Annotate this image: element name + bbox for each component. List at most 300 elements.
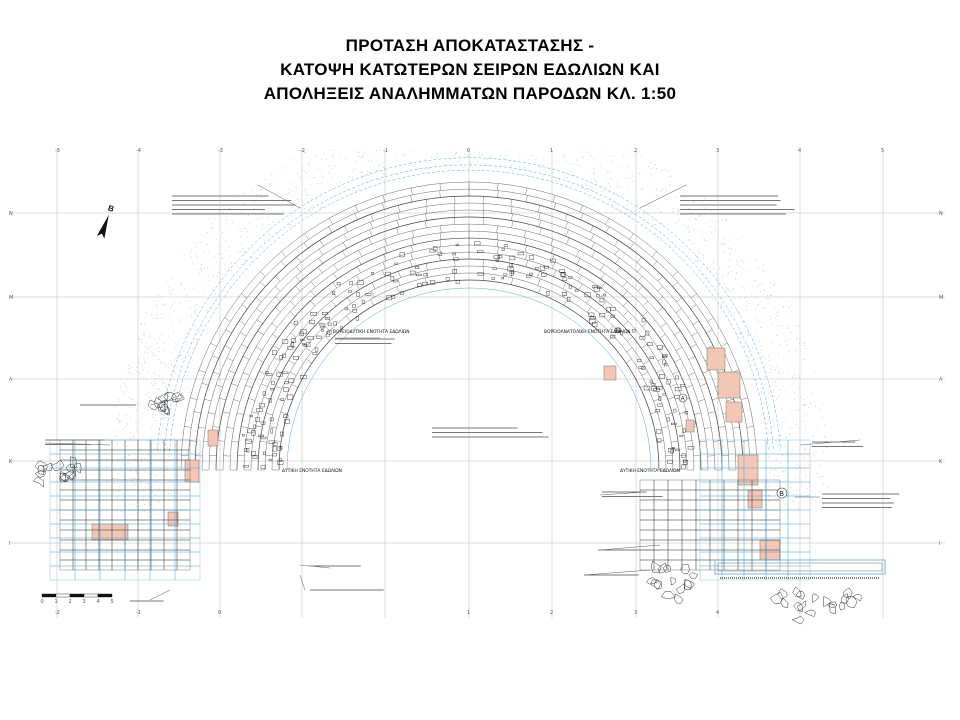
scale-bar-label: 4: [96, 599, 100, 605]
ruin-block: [585, 293, 591, 297]
seat-block-joint: [190, 398, 197, 400]
stipple-dot: [149, 336, 150, 337]
stipple-dot: [282, 166, 283, 167]
grid-column-label-bottom: -2: [55, 610, 60, 616]
seat-block-joint: [385, 239, 387, 246]
stipple-dot: [641, 188, 642, 189]
stipple-dot: [766, 358, 767, 359]
grid-column-label-top: 1: [550, 148, 554, 154]
seat-block-joint: [673, 282, 678, 287]
stipple-dot: [332, 178, 333, 179]
west-wing-block: [125, 460, 138, 470]
stipple-dot: [176, 358, 177, 359]
stipple-dot: [163, 418, 164, 419]
stipple-dot: [714, 268, 715, 269]
stipple-dot: [189, 355, 190, 356]
ruin-block: [682, 454, 686, 458]
stipple-dot: [328, 172, 329, 173]
seat-block-joint: [675, 331, 681, 335]
stipple-dot: [156, 481, 157, 482]
stipple-dot: [651, 174, 652, 175]
seat-block-joint: [225, 318, 231, 322]
seat-block-joint: [246, 441, 253, 442]
west-wing-block: [86, 540, 99, 550]
west-wing-block: [60, 440, 73, 450]
west-wing-block: [99, 450, 112, 460]
stipple-dot: [166, 417, 167, 418]
stipple-dot: [135, 478, 136, 479]
seat-block-joint: [563, 291, 566, 297]
stipple-dot: [693, 202, 694, 203]
stipple-dot: [770, 372, 771, 373]
stipple-dot: [152, 417, 153, 418]
seat-block-joint: [275, 370, 281, 373]
west-wing-block: [125, 450, 138, 460]
stipple-dot: [216, 262, 217, 263]
ruin-block: [332, 291, 335, 294]
seat-block-joint: [411, 245, 413, 252]
seat-block-joint: [273, 346, 279, 350]
stipple-dot: [136, 429, 137, 430]
seat-block-joint: [397, 287, 400, 294]
stipple-dot: [741, 260, 742, 261]
stipple-dot: [162, 476, 163, 477]
seat-block-joint: [275, 297, 280, 302]
ruin-block: [644, 386, 650, 390]
stipple-dot: [799, 343, 800, 344]
stipple-dot: [268, 234, 269, 235]
seat-block-joint: [256, 308, 262, 312]
stipple-dot: [225, 240, 226, 241]
stipple-dot: [506, 150, 507, 151]
stipple-dot: [163, 382, 164, 383]
west-wing-survey-cell: [175, 510, 200, 524]
east-wing-survey-cell: [788, 552, 810, 566]
seat-block-joint: [727, 399, 734, 401]
stipple-dot: [688, 208, 689, 209]
seat-block-joint: [627, 348, 633, 352]
stipple-dot: [321, 183, 322, 184]
seat-block-joint: [256, 347, 262, 351]
seat-block-joint: [706, 330, 712, 334]
east-wing-block: [640, 500, 654, 510]
seat-block-joint: [210, 343, 216, 346]
stipple-dot: [799, 466, 800, 467]
stipple-dot: [225, 249, 226, 250]
stipple-dot: [153, 318, 154, 319]
stipple-dot: [282, 211, 283, 212]
leader-line: [800, 440, 860, 445]
stipple-dot: [814, 500, 815, 501]
stipple-dot: [579, 152, 580, 153]
stipple-dot: [141, 342, 142, 343]
stipple-dot: [692, 243, 693, 244]
stipple-dot: [543, 159, 544, 160]
stipple-dot: [193, 349, 194, 350]
stipple-dot: [163, 439, 164, 440]
stipple-dot: [455, 154, 456, 155]
stipple-dot: [124, 382, 125, 383]
stipple-dot: [280, 169, 281, 170]
stipple-dot: [155, 476, 156, 477]
east-wing-block: [696, 540, 710, 550]
stipple-dot: [683, 197, 684, 198]
stipple-dot: [198, 269, 199, 270]
stipple-dot: [166, 469, 167, 470]
stipple-dot: [791, 398, 792, 399]
seat-block-joint: [257, 359, 263, 362]
stipple-dot: [167, 448, 168, 449]
stipple-dot: [621, 196, 622, 197]
stipple-dot: [587, 191, 588, 192]
stipple-dot: [195, 254, 196, 255]
stipple-dot: [188, 300, 189, 301]
rubble-stone: [796, 592, 804, 600]
stipple-dot: [790, 385, 791, 386]
north-arrow-label: Β: [106, 203, 116, 214]
stipple-dot: [791, 312, 792, 313]
stipple-dot: [154, 339, 155, 340]
stipple-dot: [506, 159, 507, 160]
ruin-block: [315, 348, 318, 351]
stipple-dot: [819, 465, 820, 466]
stipple-dot: [758, 321, 759, 322]
stipple-dot: [755, 296, 756, 297]
west-wing-survey-cell: [150, 496, 175, 510]
stipple-dot: [142, 435, 143, 436]
stipple-dot: [794, 392, 795, 393]
stipple-dot: [722, 277, 723, 278]
rubble-stone: [805, 610, 816, 616]
stipple-dot: [524, 173, 525, 174]
seat-block-joint: [318, 267, 322, 273]
seat-block-joint: [281, 261, 286, 266]
rubble-stone: [671, 578, 677, 586]
stipple-dot: [729, 248, 730, 249]
stipple-dot: [720, 304, 721, 305]
east-wing-block: [696, 520, 710, 530]
title-line-2: ΚΑΤΟΨΗ ΚΑΤΩΤΕΡΩΝ ΣΕΙΡΩΝ ΕΔΩΛΙΩΝ ΚΑΙ: [280, 60, 660, 79]
stipple-dot: [141, 339, 142, 340]
stipple-dot: [411, 165, 412, 166]
stipple-dot: [737, 311, 738, 312]
stipple-dot: [172, 416, 173, 417]
seat-block-joint: [733, 427, 740, 428]
seat-block-joint: [565, 222, 568, 229]
stipple-dot: [177, 288, 178, 289]
stipple-dot: [669, 184, 670, 185]
stipple-dot: [222, 281, 223, 282]
stipple-dot: [403, 154, 404, 155]
stipple-dot: [195, 246, 196, 247]
stipple-dot: [749, 358, 750, 359]
stipple-dot: [687, 256, 688, 257]
stipple-dot: [794, 380, 795, 381]
title-line-3: ΑΠΟΛΗΞΕΙΣ ΑΝΑΛΗΜΜΑΤΩΝ ΠΑΡΟΔΩΝ ΚΛ. 1:50: [263, 84, 677, 103]
stipple-dot: [162, 381, 163, 382]
stipple-dot: [796, 350, 797, 351]
seat-block-joint: [608, 316, 613, 321]
stipple-dot: [679, 211, 680, 212]
stipple-dot: [806, 449, 807, 450]
east-wing-block: [724, 510, 738, 520]
stipple-dot: [816, 473, 817, 474]
east-wing-block: [738, 550, 752, 560]
east-wing-block: [668, 500, 682, 510]
seat-block-joint: [231, 384, 238, 386]
stipple-dot: [132, 399, 133, 400]
west-wing-survey-cell: [50, 482, 75, 496]
east-wing-survey-cell: [700, 482, 722, 496]
stipple-dot: [159, 347, 160, 348]
stipple-dot: [596, 181, 597, 182]
seat-block-joint: [274, 441, 281, 442]
stipple-dot: [269, 229, 270, 230]
stipple-dot: [168, 336, 169, 337]
seat-block-joint: [718, 426, 725, 427]
stipple-dot: [174, 359, 175, 360]
stipple-dot: [129, 365, 130, 366]
stipple-dot: [170, 293, 171, 294]
seat-block-joint: [227, 427, 234, 428]
west-wing-block: [112, 460, 125, 470]
stipple-dot: [305, 216, 306, 217]
seat-block-joint: [213, 372, 220, 375]
stipple-dot: [715, 273, 716, 274]
stipple-dot: [141, 366, 142, 367]
stipple-dot: [452, 164, 453, 165]
stipple-dot: [137, 502, 138, 503]
stipple-dot: [734, 298, 735, 299]
stipple-dot: [619, 209, 620, 210]
stipple-dot: [165, 387, 166, 388]
stipple-dot: [814, 455, 815, 456]
stipple-dot: [384, 174, 385, 175]
stipple-dot: [140, 506, 141, 507]
seat-block-joint: [384, 247, 387, 254]
east-wing-block: [640, 520, 654, 530]
seat-block-joint: [578, 275, 582, 281]
stipple-dot: [226, 219, 227, 220]
ruin-block: [650, 357, 654, 359]
stipple-dot: [144, 458, 145, 459]
stipple-dot: [286, 194, 287, 195]
restoration-block: [726, 402, 742, 422]
ruin-block: [282, 372, 288, 374]
stipple-dot: [333, 196, 334, 197]
stipple-dot: [254, 208, 255, 209]
stipple-dot: [628, 154, 629, 155]
stipple-dot: [823, 483, 824, 484]
west-wing-survey-cell: [175, 496, 200, 510]
stipple-dot: [157, 446, 158, 447]
stipple-dot: [161, 361, 162, 362]
stipple-dot: [736, 272, 737, 273]
east-wing-block: [766, 530, 780, 540]
west-wing-survey-cell: [50, 524, 75, 538]
stipple-dot: [802, 384, 803, 385]
annotation-leaders: [45, 185, 899, 601]
seat-block-joint: [264, 397, 271, 399]
stipple-dot: [155, 420, 156, 421]
stipple-dot: [159, 388, 160, 389]
stipple-dot: [767, 298, 768, 299]
stipple-dot: [271, 208, 272, 209]
stipple-dot: [820, 408, 821, 409]
stipple-dot: [694, 230, 695, 231]
stipple-dot: [689, 240, 690, 241]
seat-block-joint: [638, 286, 643, 291]
seat-block-joint: [674, 359, 680, 362]
stipple-dot: [820, 491, 821, 492]
stipple-dot: [756, 340, 757, 341]
stipple-dot: [688, 227, 689, 228]
stipple-dot: [789, 307, 790, 308]
stipple-dot: [122, 493, 123, 494]
stipple-dot: [482, 154, 483, 155]
west-wing-block: [138, 490, 151, 500]
stipple-dot: [117, 430, 118, 431]
ruin-block: [569, 285, 572, 288]
stipple-dot: [354, 188, 355, 189]
stipple-dot: [181, 284, 182, 285]
seat-block-joint: [232, 441, 239, 442]
stipple-dot: [815, 406, 816, 407]
stipple-dot: [721, 306, 722, 307]
west-wing-block: [60, 540, 73, 550]
seat-block-joint: [538, 279, 541, 286]
stipple-dot: [308, 170, 309, 171]
stipple-dot: [245, 260, 246, 261]
seat-block-joint: [344, 234, 347, 240]
stipple-dot: [256, 197, 257, 198]
stipple-dot: [217, 276, 218, 277]
seat-block-joint: [526, 188, 527, 195]
seat-block-joint: [577, 258, 580, 264]
stipple-dot: [610, 172, 611, 173]
stipple-dot: [293, 191, 294, 192]
stipple-dot: [191, 257, 192, 258]
stipple-dot: [264, 240, 265, 241]
stipple-dot: [773, 285, 774, 286]
seat-block-joint: [357, 275, 361, 281]
stipple-dot: [771, 365, 772, 366]
stipple-dot: [143, 377, 144, 378]
seat-block-joint: [440, 240, 441, 247]
grid-column-label-bottom: 2: [550, 610, 554, 616]
grid-column-label-top: 5: [881, 148, 885, 154]
stipple-dot: [242, 264, 243, 265]
west-wing-block: [151, 510, 164, 520]
stipple-dot: [717, 286, 718, 287]
seat-block-joint: [668, 397, 675, 399]
stipple-dot: [537, 158, 538, 159]
seat-block-joint: [537, 271, 539, 278]
stipple-dot: [774, 475, 775, 476]
west-wing-block: [125, 510, 138, 520]
restoration-block: [208, 430, 218, 446]
stipple-dot: [417, 168, 418, 169]
stipple-dot: [271, 183, 272, 184]
stipple-dot: [160, 391, 161, 392]
stipple-dot: [175, 373, 176, 374]
stipple-dot: [818, 427, 819, 428]
stipple-dot: [799, 489, 800, 490]
west-wing-block: [86, 500, 99, 510]
stipple-dot: [240, 251, 241, 252]
stipple-dot: [796, 468, 797, 469]
seat-block-joint: [694, 413, 701, 415]
grid-column-label-top: -1: [383, 148, 388, 154]
stipple-dot: [771, 342, 772, 343]
seat-block-joint: [721, 343, 727, 346]
stipple-dot: [605, 187, 606, 188]
seat-block-joint: [566, 238, 569, 244]
stipple-dot: [379, 165, 380, 166]
stipple-dot: [790, 428, 791, 429]
stipple-dot: [204, 268, 205, 269]
restoration-block: [707, 348, 725, 370]
seat-block-joint: [204, 399, 211, 401]
stipple-dot: [785, 471, 786, 472]
stipple-dot: [138, 338, 139, 339]
stipple-dot: [359, 156, 360, 157]
stipple-dot: [152, 353, 153, 354]
seat-block-joint: [661, 323, 667, 327]
stipple-dot: [117, 418, 118, 419]
west-wing-survey-cell: [50, 440, 75, 454]
stipple-dot: [140, 404, 141, 405]
seat-block-joint: [692, 332, 698, 336]
stipple-dot: [119, 414, 120, 415]
stipple-dot: [755, 318, 756, 319]
stipple-dot: [132, 378, 133, 379]
stipple-dot: [362, 155, 363, 156]
west-wing-survey-cell: [50, 552, 75, 566]
stipple-dot: [151, 383, 152, 384]
ruin-block: [504, 245, 508, 247]
restoration-block: [604, 366, 616, 380]
stipple-dot: [241, 243, 242, 244]
stipple-dot: [730, 234, 731, 235]
ruin-block: [639, 367, 643, 369]
ruin-block: [502, 248, 505, 250]
seat-block-joint: [643, 312, 648, 317]
stipple-dot: [158, 389, 159, 390]
stipple-dot: [251, 190, 252, 191]
east-wing-block: [640, 530, 654, 540]
stipple-dot: [511, 165, 512, 166]
stipple-dot: [213, 275, 214, 276]
stipple-dot: [804, 405, 805, 406]
stipple-dot: [262, 228, 263, 229]
stipple-dot: [803, 405, 804, 406]
stipple-dot: [731, 248, 732, 249]
stipple-dot: [783, 471, 784, 472]
stipple-dot: [182, 379, 183, 380]
stipple-dot: [155, 495, 156, 496]
stipple-dot: [668, 171, 669, 172]
stipple-dot: [178, 318, 179, 319]
stipple-dot: [816, 452, 817, 453]
ruin-block: [670, 449, 673, 453]
seat-block-joint: [623, 301, 628, 306]
stipple-dot: [607, 172, 608, 173]
stipple-dot: [138, 357, 139, 358]
stipple-dot: [201, 242, 202, 243]
grid-row-label-left: Ν: [9, 211, 13, 217]
stipple-dot: [760, 292, 761, 293]
